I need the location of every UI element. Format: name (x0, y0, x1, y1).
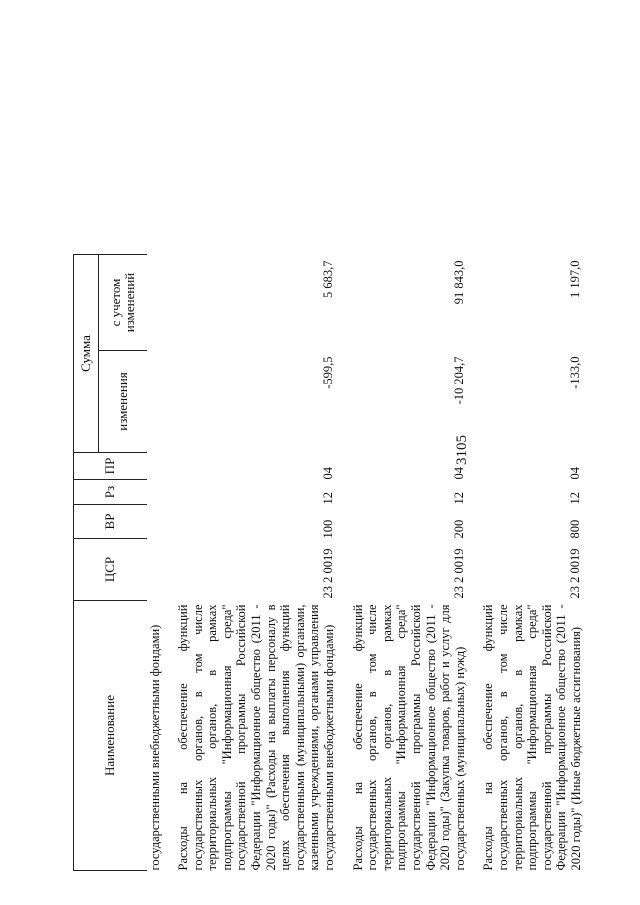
header-with-change (99, 255, 147, 351)
table-row (351, 255, 468, 871)
row-vr: 800 (567, 519, 582, 539)
row-csr: 23 2 0019 (567, 548, 582, 599)
header-rz: Рз (74, 480, 147, 505)
row-vr: 100 (321, 519, 336, 539)
page-number: 3105 (454, 435, 470, 465)
table-row (147, 255, 163, 871)
row-change: -599,5 (321, 356, 336, 389)
table-row (176, 255, 337, 871)
row-total: 1 197,0 (567, 260, 582, 298)
row-total: 5 683,7 (321, 260, 336, 298)
row-name: Расходы на обеспечение функций государственных органов, в том числе территориальных органов, в рамках подпрограммы "Информационная среда" государственной программы Российской Федерации "Информационное общество (2011 - 2020 годы)" (Закупка товаров, работ и услуг для государственных (муниципальных) нужд) (350, 604, 467, 871)
budget-table (73, 254, 584, 871)
row-csr: 23 2 0019 (321, 548, 336, 599)
row-pr: 04 (451, 467, 466, 480)
header-row-1 (74, 255, 99, 871)
header-change: изменения (99, 351, 147, 453)
row-change: -10 204,7 (451, 356, 466, 405)
header-name: Наименование (74, 601, 147, 871)
row-change: -133,0 (567, 356, 582, 389)
row-vr: 200 (451, 519, 466, 539)
table-row (481, 255, 583, 871)
row-pr: 04 (321, 467, 336, 480)
row-rz: 12 (567, 492, 582, 505)
row-name: Расходы на обеспечение функций государственных органов, в том числе территориальных органов, в рамках подпрограммы "Информационная среда" государственной программы Российской Федерации "Информационное общество (2011 - 2020 годы)" (Иные бюджетные ассигнования) (481, 604, 583, 871)
header-with-change-line1: с учетом (107, 278, 123, 327)
row-name: Расходы на обеспечение функций государственных органов, в том числе территориальных органов, в рамках подпрограммы "Информационная среда" государственной программы Российской Федерации "Информационное общество (2011 - 2020 годы)" (Расходы на выплаты персоналу в целях обеспечения выполнения функций государственными (муниципальными) органами, казенными учреждениями, органами управления государственными внебюджетными фондами) (176, 604, 337, 871)
header-with-change-line2: изменений (121, 272, 137, 333)
header-pr: ПР (74, 453, 147, 480)
row-pr: 04 (567, 467, 582, 480)
header-sum: Сумма (74, 255, 99, 453)
row-csr: 23 2 0019 (451, 548, 466, 599)
header-vr: ВР (74, 505, 147, 539)
header-csr: ЦСР (74, 539, 147, 601)
row-name: государственными внебюджетными фондами) (147, 624, 162, 871)
row-rz: 12 (321, 492, 336, 505)
row-rz: 12 (451, 492, 466, 505)
row-total: 91 843,0 (451, 260, 466, 305)
